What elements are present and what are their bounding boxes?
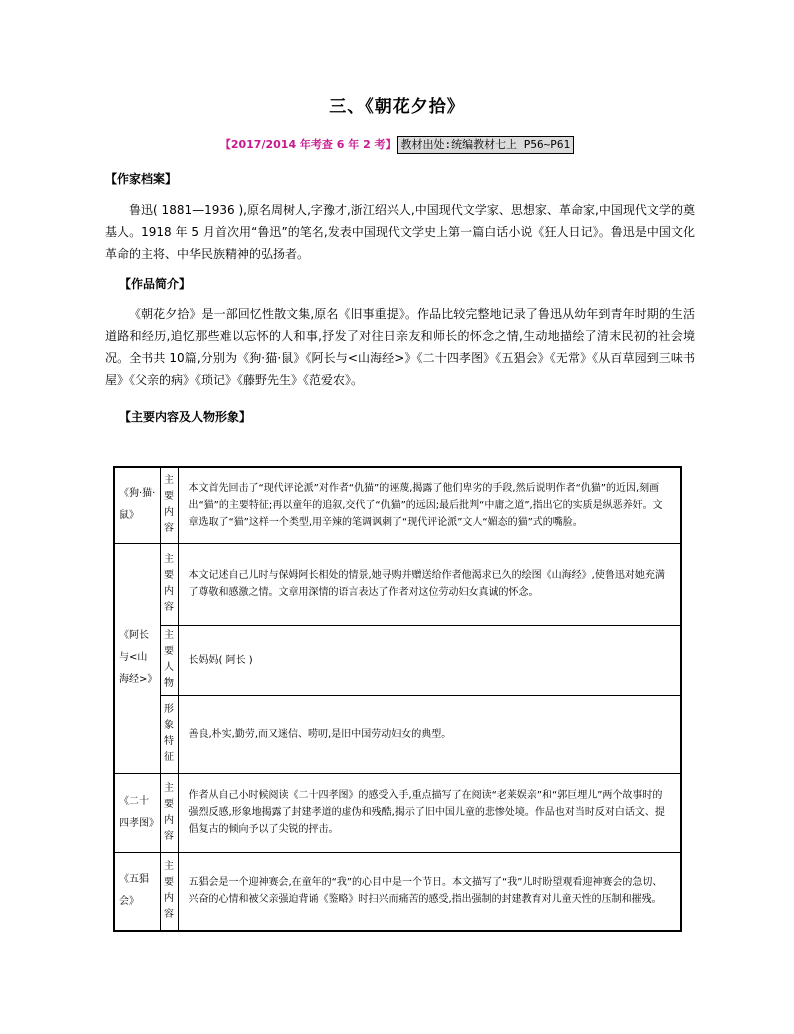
intro-heading: 【作品简介】 (119, 277, 192, 291)
row-label: 形象特征 (160, 695, 178, 773)
textbook-source: 教材出处:统编教材七上 P56~P61 (397, 136, 575, 154)
table-row (114, 773, 681, 852)
work-title: 《五猖会》 (114, 852, 160, 931)
row-label: 主要内容 (160, 543, 178, 625)
exam-frequency: 【2017/2014 年考查 6 年 2 考】 (219, 138, 397, 151)
table-row (114, 695, 681, 773)
row-label: 主要内容 (160, 773, 178, 852)
content-table (113, 466, 682, 932)
author-text: 鲁迅( 1881—1936 ),原名周树人,字豫才,浙江绍兴人,中国现代文学家、思想家、革命家,中国现代文学的奠基人。1918 年 5 月首次用“鲁迅”的笔名,发表中国现代文学史上第一篇白话小说《狂人日记》。鲁迅是中国文化革命的主将、中华民族精神的弘扬者。 (105, 203, 695, 261)
row-image: 善良,朴实,勤劳,而又迷信、唠叨,是旧中国劳动妇女的典型。 (178, 695, 681, 773)
work-title: 《二十四孝图》 (114, 773, 160, 852)
row-label: 主要内容 (160, 467, 178, 543)
table-row (114, 467, 681, 543)
exam-meta-line (0, 136, 794, 154)
row-content: 本文首先回击了“现代评论派”对作者“仇猫”的诬蔑,揭露了他们卑劣的手段,然后说明作者“仇猫”的近因,刻画出“猫”的主要特征;再以童年的追叙,交代了“仇猫”的远因;最后批判“中庸之道”,指出它的实质是纵恶养奸。文章选取了“猫”这样一个类型,用辛辣的笔调讽刺了“现代评论派”文人“媚态的猫”式的嘴脸。 (178, 467, 681, 543)
table-row (114, 543, 681, 625)
work-title: 《阿长与<山海经>》 (114, 543, 160, 773)
table-row (114, 625, 681, 695)
row-content: 五猖会是一个迎神赛会,在童年的“我”的心目中是一个节日。本文描写了“我”儿时盼望观看迎神赛会的急切、兴奋的心情和被父亲强迫背诵《鉴略》时扫兴而痛苦的感受,指出强制的封建教育对儿童天性的压制和摧残。 (178, 852, 681, 931)
author-heading: 【作家档案】 (105, 172, 178, 186)
content-heading: 【主要内容及人物形象】 (119, 410, 252, 424)
page-title: 三、《朝花夕拾》 (329, 97, 465, 117)
row-content: 本文记述自己儿时与保姆阿长相处的情景,她寻购并赠送给作者他渴求已久的绘图《山海经》,使鲁迅对她充满了尊敬和感激之情。文章用深情的语言表达了作者对这位劳动妇女真诚的怀念。 (178, 543, 681, 625)
row-label: 主要人物 (160, 625, 178, 695)
intro-text: 《朝花夕拾》是一部回忆性散文集,原名《旧事重提》。作品比较完整地记录了鲁迅从幼年到青年时期的生活道路和经历,追忆那些难以忘怀的人和事,抒发了对往日亲友和师长的怀念之情,生动地描绘了清末民初的社会境况。全书共 10篇,分别为《狗·猫·鼠》《阿长与<山海经>》《二十四孝图》《五猖会》《无常》《从百草园到三味书屋》《父亲的病》《琐记》《藤野先生》《范爱农》。 (105, 307, 695, 387)
row-person: 长妈妈( 阿长 ) (178, 625, 681, 695)
row-content: 作者从自己小时候阅读《二十四孝图》的感受入手,重点描写了在阅读“老莱娱亲”和“郭巨埋儿”两个故事时的强烈反感,形象地揭露了封建孝道的虚伪和残酷,揭示了旧中国儿童的悲惨处境。作品也对当时反对白话文、提倡复古的倾向予以了尖锐的抨击。 (178, 773, 681, 852)
table-row (114, 852, 681, 931)
row-label: 主要内容 (160, 852, 178, 931)
work-title: 《狗·猫·鼠》 (114, 467, 160, 543)
